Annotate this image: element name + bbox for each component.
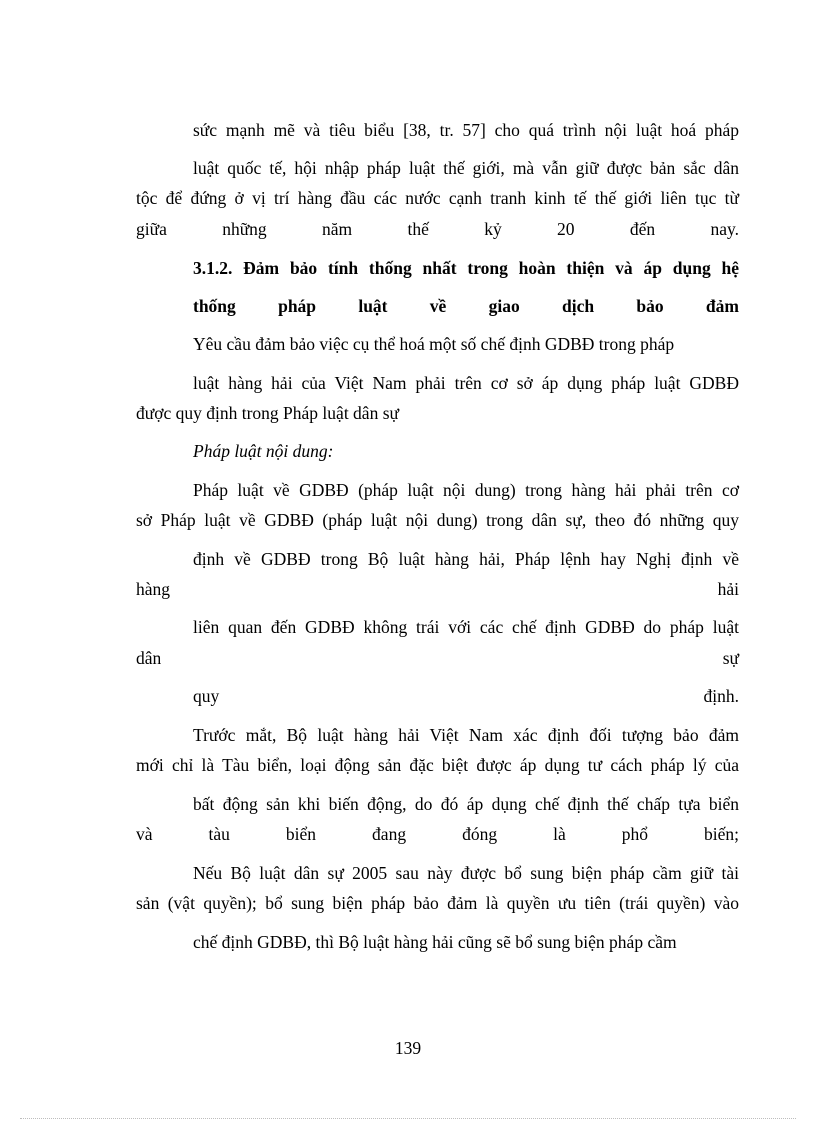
page-number: 139 — [394, 1038, 422, 1058]
text-line: luật hàng hải của Việt Nam phải trên cơ sở áp dụng pháp luật GDBĐ — [193, 373, 739, 393]
text-line: Nếu Bộ luật dân sự 2005 sau này được bổ sung biện pháp cầm giữ tài — [193, 863, 739, 883]
text-word: dân — [136, 648, 162, 668]
section-heading: thống pháp luật về giao dịch bảo đảm — [193, 296, 739, 316]
text-line: sản (vật quyền); bổ sung biện pháp bảo đảm là quyền ưu tiên (trái quyền) vào — [136, 893, 739, 913]
text-line: Pháp luật về GDBĐ (pháp luật nội dung) trong hàng hải phải trên cơ — [193, 480, 739, 500]
text-line: luật quốc tế, hội nhập pháp luật thế giới, mà vẫn giữ được bản sắc dân — [193, 158, 739, 178]
text-line: Yêu cầu đảm bảo việc cụ thể hoá một số chế định GDBĐ trong pháp — [193, 334, 675, 354]
text-line: định về GDBĐ trong Bộ luật hàng hải, Pháp lệnh hay Nghị định về — [193, 549, 739, 569]
text-line: chế định GDBĐ, thì Bộ luật hàng hải cũng sẽ bổ sung biện pháp cầm — [193, 932, 677, 952]
text-line: Trước mắt, Bộ luật hàng hải Việt Nam xác định đối tượng bảo đảm — [193, 725, 739, 745]
text-line: bất động sản khi biến động, do đó áp dụng chế định thế chấp tựa biển — [193, 794, 739, 814]
text-line: và tàu biển đang đóng là phổ biến; — [136, 824, 739, 844]
text-line: liên quan đến GDBĐ không trái với các chế định GDBĐ do pháp luật — [193, 617, 739, 637]
text-word: định. — [703, 686, 739, 706]
text-word: sự — [722, 648, 739, 668]
text-line: giữa những năm thế kỷ 20 đến nay. — [136, 219, 739, 239]
text-line: sức mạnh mẽ và tiêu biểu [38, tr. 57] cho quá trình nội luật hoá pháp — [193, 120, 739, 140]
text-line — [193, 684, 739, 708]
page-bottom-border — [20, 1118, 796, 1119]
text-line: được quy định trong Pháp luật dân sự — [136, 403, 399, 423]
text-line — [136, 646, 739, 670]
text-line: mới chỉ là Tàu biển, loại động sản đặc biệt được áp dụng tư cách pháp lý của — [136, 755, 739, 775]
subheading: Pháp luật nội dung: — [193, 441, 334, 461]
text-word: hải — [717, 579, 739, 599]
text-line — [136, 577, 739, 601]
text-line: tộc để đứng ở vị trí hàng đầu các nước cạnh tranh kinh tế thế giới liên tục từ — [136, 188, 739, 208]
text-word: hàng — [136, 579, 171, 599]
text-word: quy — [193, 686, 220, 706]
text-line: sở Pháp luật về GDBĐ (pháp luật nội dung) trong dân sự, theo đó những quy — [136, 510, 739, 530]
section-heading: 3.1.2. Đảm bảo tính thống nhất trong hoàn thiện và áp dụng hệ — [193, 258, 739, 278]
